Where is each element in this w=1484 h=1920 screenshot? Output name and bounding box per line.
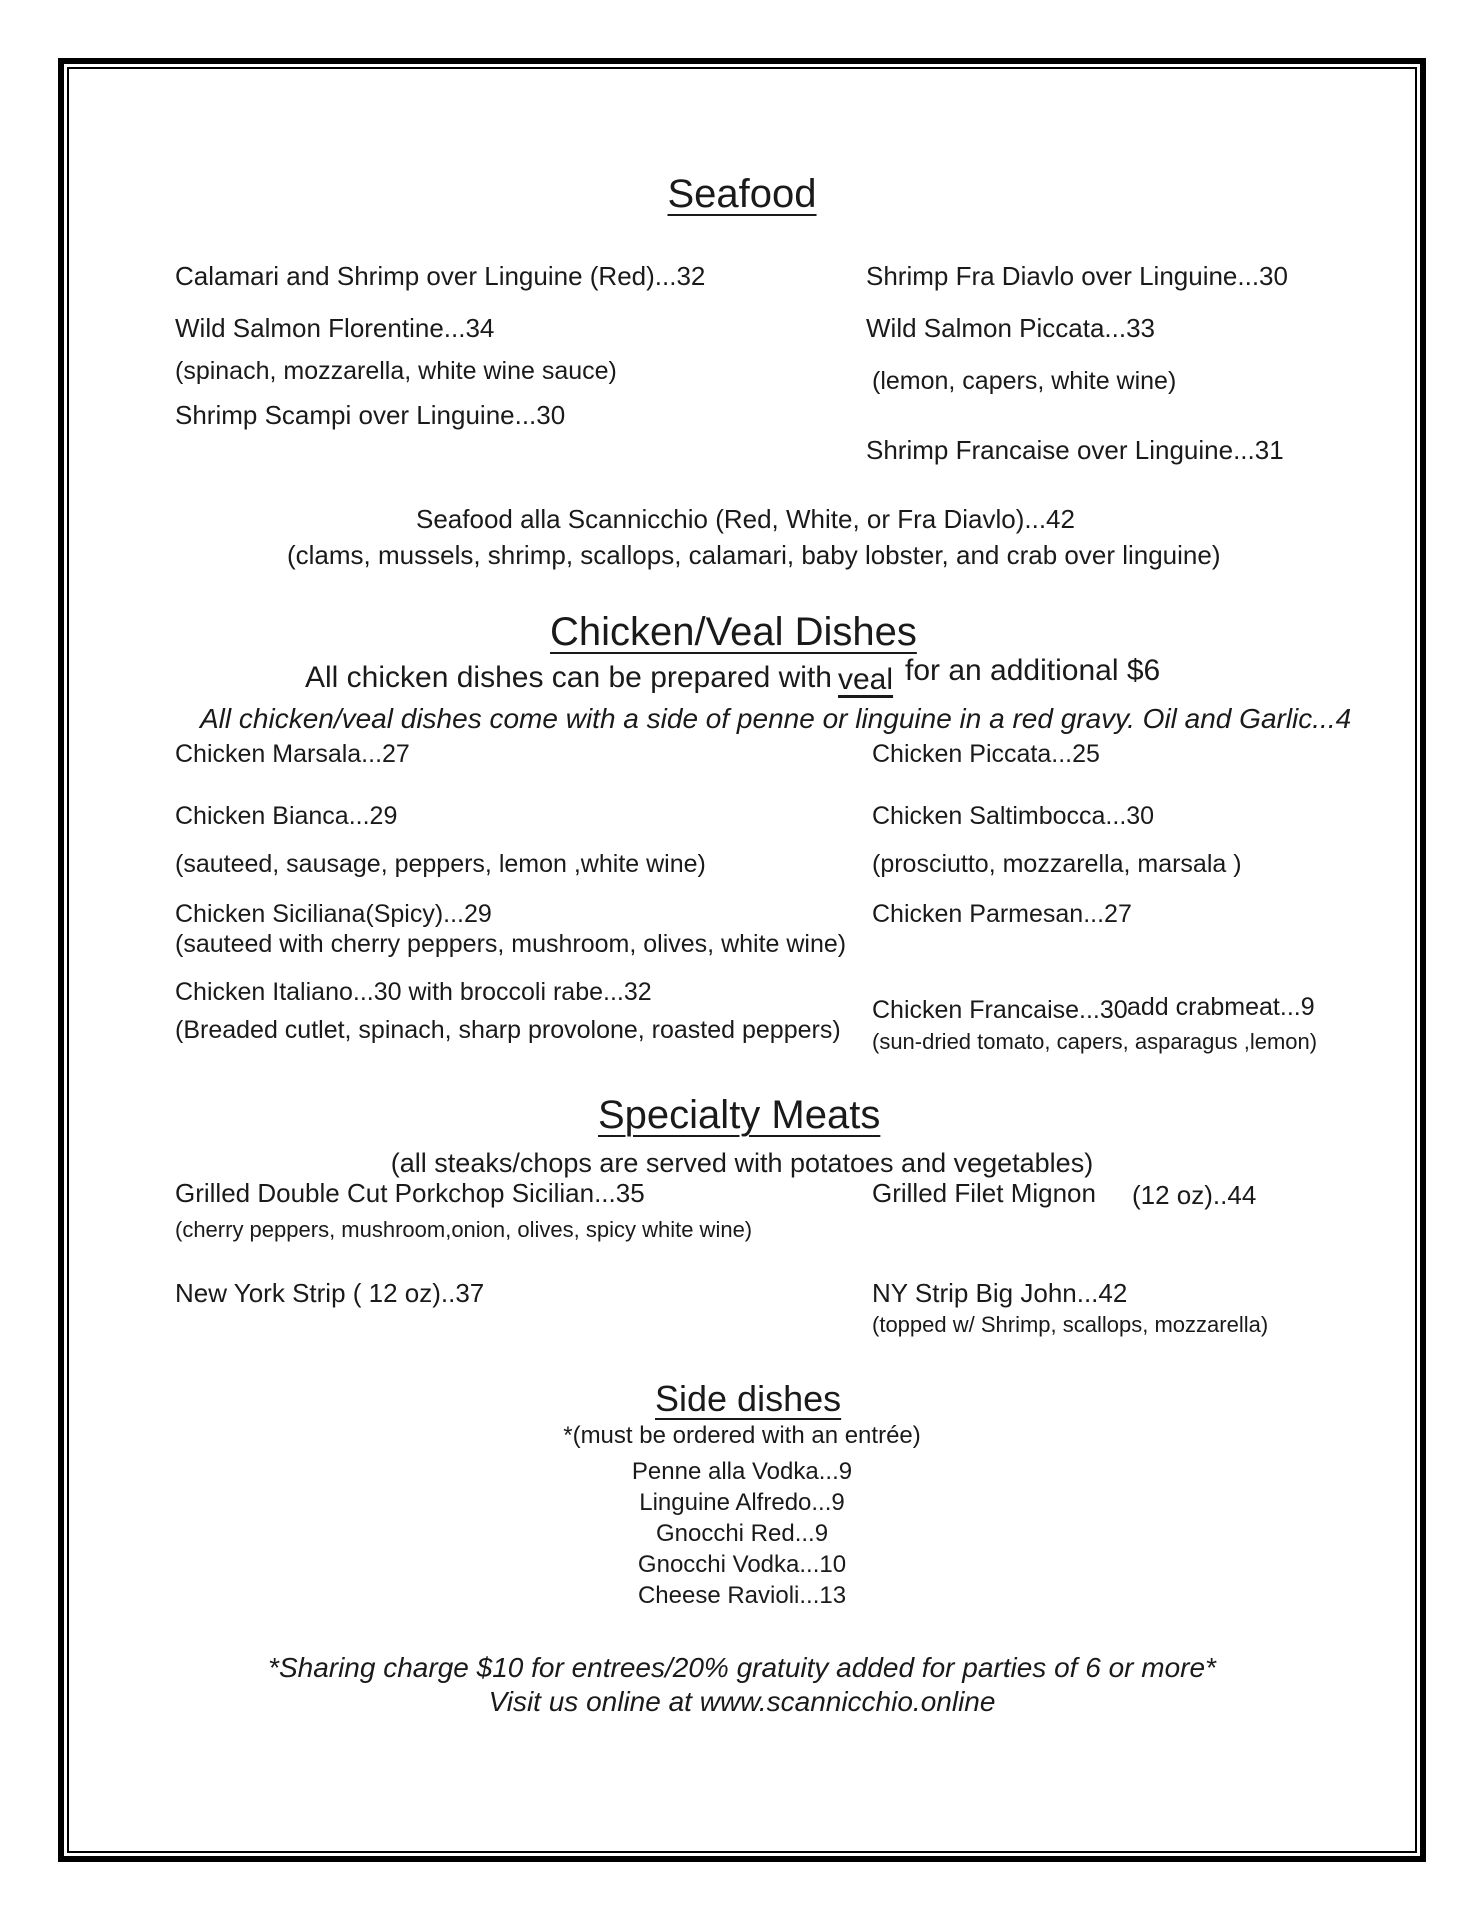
website-note: Visit us online at www.scannicchio.online	[488, 1686, 996, 1717]
seafood-special-name: Seafood alla Scannicchio (Red, White, or Fra Diavlo)...42	[416, 504, 1075, 534]
meats-left-desc-1: (cherry peppers, mushroom,onion, olives, spicy white wine)	[175, 1217, 753, 1242]
seafood-left-item-3: Shrimp Scampi over Linguine...30	[175, 400, 566, 430]
chicken-side-note: All chicken/veal dishes come with a side of penne or linguine in a red gravy. Oil and Garlic...4	[200, 703, 1352, 734]
sides-item-4: Gnocchi Vodka...10	[637, 1551, 847, 1578]
chicken-left-item-3: Chicken Siciliana(Spicy)...29	[175, 900, 492, 928]
seafood-special-desc: (clams, mussels, shrimp, scallops, calamari, baby lobster, and crab over linguine)	[287, 540, 1221, 570]
meats-right-item-1: Grilled Filet Mignon	[872, 1178, 1096, 1208]
chicken-heading: Chicken/Veal Dishes	[550, 610, 917, 654]
sides-item-3: Gnocchi Red...9	[655, 1520, 829, 1547]
chicken-right-item-2: Chicken Saltimbocca...30	[872, 802, 1155, 830]
meats-left-item-2: New York Strip ( 12 oz)..37	[175, 1278, 485, 1308]
veal-note-end: for an additional $6	[905, 654, 1161, 687]
sides-item-2: Linguine Alfredo...9	[639, 1489, 845, 1516]
chicken-left-desc-4: (Breaded cutlet, spinach, sharp provolone, roasted peppers)	[175, 1016, 841, 1044]
meats-right-desc-2: (topped w/ Shrimp, scallops, mozzarella)	[872, 1312, 1269, 1337]
chicken-left-item-4: Chicken Italiano...30 with broccoli rabe...32	[175, 978, 652, 1006]
sides-item-1: Penne alla Vodka...9	[631, 1458, 853, 1485]
chicken-left-item-2: Chicken Bianca...29	[175, 802, 398, 830]
sides-item-5: Cheese Ravioli...13	[637, 1582, 847, 1609]
chicken-right-addon: add crabmeat...9	[1127, 993, 1315, 1021]
seafood-right-item-3: Shrimp Francaise over Linguine...31	[866, 435, 1284, 465]
sharing-charge-note: *Sharing charge $10 for entrees/20% gratuity added for parties of 6 or more*	[268, 1652, 1216, 1683]
chicken-right-desc-2: (prosciutto, mozzarella, marsala )	[872, 850, 1242, 878]
chicken-left-desc-2: (sauteed, sausage, peppers, lemon ,white wine)	[175, 850, 706, 878]
chicken-right-item-4: Chicken Francaise...30	[872, 996, 1128, 1024]
meats-left-item-1: Grilled Double Cut Porkchop Sicilian...35	[175, 1178, 645, 1208]
veal-note-start: All chicken dishes can be prepared with	[305, 661, 832, 694]
sides-note: *(must be ordered with an entrée)	[563, 1422, 921, 1449]
seafood-left-item-1: Calamari and Shrimp over Linguine (Red)...32	[175, 261, 706, 291]
sides-heading: Side dishes	[655, 1378, 842, 1419]
veal-note-word: veal	[838, 663, 894, 696]
meats-note: (all steaks/chops are served with potatoes and vegetables)	[390, 1148, 1094, 1178]
seafood-right-desc-2: (lemon, capers, white wine)	[872, 367, 1177, 395]
meats-right-item-1-price: (12 oz)..44	[1132, 1180, 1257, 1210]
chicken-left-item-1: Chicken Marsala...27	[175, 740, 410, 768]
chicken-right-item-3: Chicken Parmesan...27	[872, 900, 1132, 928]
seafood-left-item-2: Wild Salmon Florentine...34	[175, 313, 495, 343]
seafood-right-item-2: Wild Salmon Piccata...33	[866, 313, 1156, 343]
meats-heading: Specialty Meats	[598, 1093, 881, 1137]
chicken-left-desc-3: (sauteed with cherry peppers, mushroom, olives, white wine)	[175, 930, 847, 958]
seafood-heading: Seafood	[667, 172, 817, 216]
chicken-right-desc-4: (sun-dried tomato, capers, asparagus ,lemon)	[872, 1029, 1318, 1054]
chicken-right-item-1: Chicken Piccata...25	[872, 740, 1100, 768]
seafood-right-item-1: Shrimp Fra Diavlo over Linguine...30	[866, 261, 1288, 291]
meats-right-item-2: NY Strip Big John...42	[872, 1278, 1128, 1308]
seafood-left-desc-2: (spinach, mozzarella, white wine sauce)	[175, 357, 617, 385]
